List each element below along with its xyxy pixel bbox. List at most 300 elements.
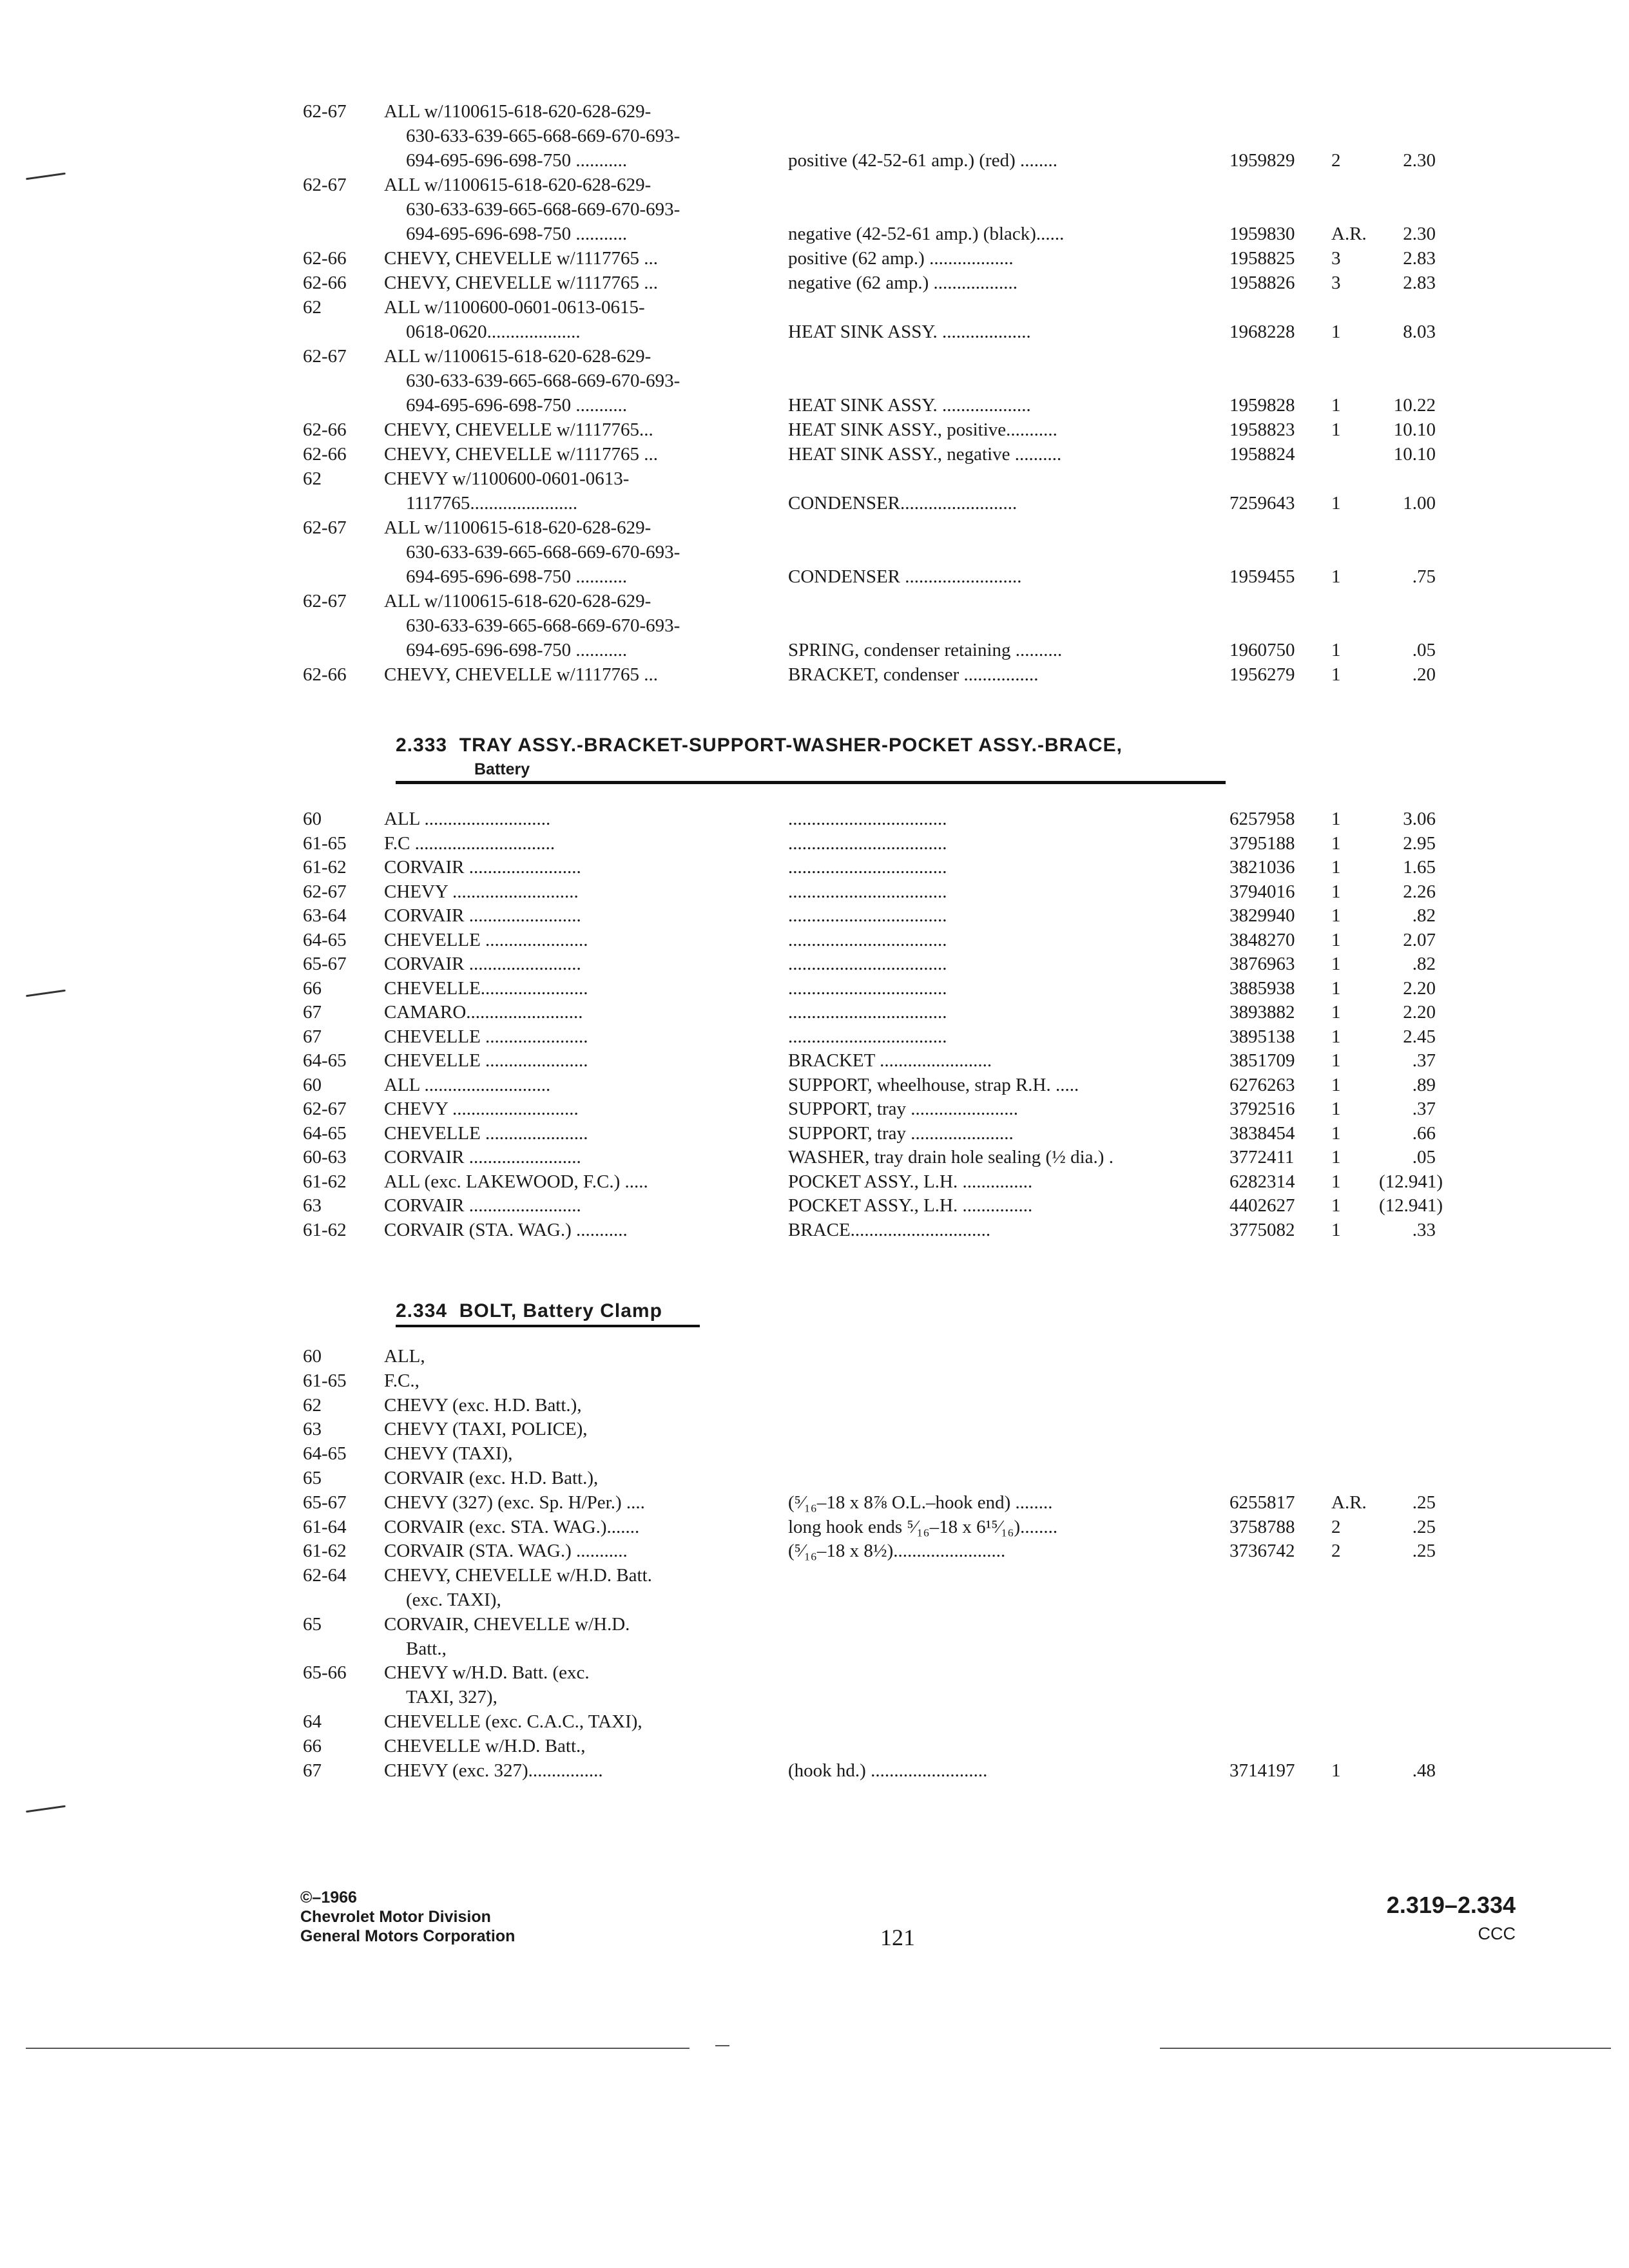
part-description: positive (62 amp.) .................. [788,248,1014,269]
model-years: 60-63 [303,1147,347,1168]
part-number: 3775082 [1229,1219,1295,1240]
application-text: ALL ........................... [384,1074,551,1095]
application-text: CHEVY, CHEVELLE w/1117765 ... [384,248,659,269]
quantity: 1 [1331,832,1341,854]
footer-publisher [300,1888,515,1946]
price: .37 [1412,1050,1436,1071]
quantity: 1 [1331,1099,1341,1119]
model-years: 65 [303,1468,322,1488]
price: .89 [1412,1074,1436,1095]
application-text: 0618-0620.................... [406,322,581,342]
model-years: 62-67 [303,591,347,611]
model-years: 62-67 [303,1099,347,1119]
application-text: 1117765....................... [406,493,578,514]
table-row [0,174,1629,244]
copyright: ©–1966 [300,1888,357,1907]
section-2333-header [396,735,1123,756]
section-number: 2.334 [396,1300,448,1321]
application-text: CORVAIR (exc. H.D. Batt.), [384,1468,599,1488]
application-text: F.C., [384,1370,419,1391]
model-years: 62 [303,1394,322,1416]
application-text: ALL w/1100615-618-620-628-629- [384,591,651,611]
price: .37 [1412,1099,1436,1119]
model-years: 61-62 [303,1541,347,1562]
model-years: 67 [303,1026,322,1047]
part-number: 7259643 [1229,493,1295,514]
page-number: 121 [880,1925,915,1950]
application-text: CHEVELLE ...................... [384,1122,588,1144]
part-description: (⁵⁄₁₆–18 x 8⅞ O.L.–hook end) ........ [788,1492,1053,1513]
section-number: 2.333 [396,735,448,756]
part-description: .................................. [788,857,947,878]
table-row [0,1492,1629,1517]
part-number: 1956279 [1229,664,1295,685]
price: 2.95 [1403,832,1436,854]
application-text: Batt., [406,1638,447,1659]
table-row [0,953,1629,979]
application-text: 630-633-639-665-668-669-670-693- [406,542,680,562]
application-text: CORVAIR (exc. STA. WAG.)....... [384,1516,640,1537]
part-description: HEAT SINK ASSY. ................... [788,395,1031,416]
quantity: 1 [1331,1050,1341,1071]
price: 10.22 [1393,395,1436,416]
application-text: CHEVY, CHEVELLE w/1117765... [384,419,653,440]
table-row [0,517,1629,587]
part-number: 4402627 [1229,1195,1295,1216]
price: 10.10 [1393,419,1436,440]
model-years: 64-65 [303,1050,347,1071]
part-number: 3838454 [1229,1122,1295,1144]
price: 2.83 [1403,248,1436,269]
section-underline [396,1325,700,1327]
table-row [0,1516,1629,1542]
table-row [0,1394,1629,1420]
quantity: 1 [1331,977,1341,999]
quantity: 1 [1331,566,1341,587]
application-text: CHEVY w/1100600-0601-0613- [384,468,630,489]
quantity: A.R. [1331,224,1367,244]
model-years: 62-66 [303,248,347,269]
table-row [0,443,1629,469]
application-text: CHEVY (exc. 327)................ [384,1760,603,1781]
part-description: HEAT SINK ASSY. ................... [788,322,1031,342]
quantity: 1 [1331,395,1341,416]
table-row [0,590,1629,660]
quantity: 1 [1331,1002,1341,1023]
table-row [0,1122,1629,1148]
application-text: CHEVELLE w/H.D. Batt., [384,1735,586,1756]
table-row [0,468,1629,514]
quantity: 2 [1331,150,1341,171]
section-title: TRAY ASSY.-BRACKET-SUPPORT-WASHER-POCKET ASSY.-BRACE, [459,735,1123,756]
table-row [0,1001,1629,1027]
table-row [0,1370,1629,1396]
model-years: 60 [303,1346,322,1367]
part-description: .................................. [788,954,947,974]
table-row [0,1050,1629,1075]
application-text: CAMARO......................... [384,1002,583,1023]
application-text: F.C .............................. [384,832,555,854]
quantity: 3 [1331,273,1341,293]
model-years: 60 [303,809,322,829]
part-description: .................................. [788,1002,947,1023]
price: (12.941) [1379,1171,1443,1192]
model-years: 61-65 [303,832,347,854]
table-row [0,1662,1629,1708]
part-description: .................................. [788,977,947,999]
table-row [0,419,1629,445]
quantity: 1 [1331,322,1341,342]
application-text: ALL, [384,1346,425,1367]
quantity: 3 [1331,248,1341,269]
section-title: BOLT, Battery Clamp [459,1300,662,1321]
table-row [0,101,1629,171]
price: 2.07 [1403,929,1436,950]
application-text: CHEVELLE ...................... [384,1026,588,1047]
model-years: 65-66 [303,1662,347,1684]
application-text: 694-695-696-698-750 ........... [406,640,628,660]
application-text: ALL w/1100615-618-620-628-629- [384,175,651,195]
application-text: TAXI, 327), [406,1687,497,1708]
price: .25 [1412,1516,1436,1537]
part-description: POCKET ASSY., L.H. ............... [788,1195,1033,1216]
part-number: 3821036 [1229,857,1295,878]
application-text: CHEVELLE....................... [384,977,588,999]
price: .75 [1412,566,1436,587]
table-row [0,1540,1629,1566]
part-number: 1959829 [1229,150,1295,171]
application-text: (exc. TAXI), [406,1589,501,1610]
model-years: 61-62 [303,857,347,878]
table-row [0,1195,1629,1220]
table-row [0,905,1629,930]
application-text: CHEVY, CHEVELLE w/1117765 ... [384,444,659,465]
quantity: 1 [1331,1122,1341,1144]
price: .25 [1412,1541,1436,1562]
model-years: 62-67 [303,881,347,902]
part-number: 6255817 [1229,1492,1295,1513]
table-row [0,1146,1629,1172]
quantity: 1 [1331,857,1341,878]
part-number: 3893882 [1229,1002,1295,1023]
application-text: ALL w/1100615-618-620-628-629- [384,517,651,538]
price: 10.10 [1393,444,1436,465]
quantity: 1 [1331,929,1341,950]
page-bottom-rule [715,2045,729,2046]
price: .05 [1412,640,1436,660]
part-number: 3895138 [1229,1026,1295,1047]
part-description: WASHER, tray drain hole sealing (½ dia.) . [788,1147,1113,1168]
model-years: 66 [303,977,322,999]
price: (12.941) [1379,1195,1443,1216]
table-row [0,1613,1629,1659]
part-number: 1958824 [1229,444,1295,465]
part-number: 3772411 [1229,1147,1295,1168]
application-text: 694-695-696-698-750 ........... [406,150,628,171]
price: 2.83 [1403,273,1436,293]
model-years: 62-66 [303,444,347,465]
application-text: CORVAIR ........................ [384,905,581,926]
application-text: CHEVELLE ...................... [384,1050,588,1071]
section-2334-header [396,1300,662,1322]
price: .82 [1412,905,1436,926]
table-row [0,1711,1629,1736]
table-row [0,929,1629,955]
price: 2.20 [1403,1002,1436,1023]
part-description: SPRING, condenser retaining .......... [788,640,1063,660]
quantity: 2 [1331,1516,1341,1537]
part-description: .................................. [788,881,947,902]
application-text: CHEVY ........................... [384,1099,579,1119]
part-description: HEAT SINK ASSY., positive........... [788,419,1057,440]
section-subtitle: Battery [474,760,530,778]
part-description: .................................. [788,905,947,926]
model-years: 67 [303,1002,322,1023]
price: 8.03 [1403,322,1436,342]
table-row [0,1760,1629,1785]
application-text: ALL w/1100615-618-620-628-629- [384,346,651,367]
table-row [0,881,1629,907]
quantity: 1 [1331,1171,1341,1192]
part-number: 1959455 [1229,566,1295,587]
part-number: 1959828 [1229,395,1295,416]
model-years: 60 [303,1074,322,1095]
application-text: 630-633-639-665-668-669-670-693- [406,370,680,391]
price: 1.65 [1403,857,1436,878]
part-description: long hook ends ⁵⁄₁₆–18 x 6¹⁵⁄₁₆)........ [788,1516,1058,1537]
application-text: ALL w/1100615-618-620-628-629- [384,101,651,122]
table-row [0,1735,1629,1761]
part-number: 6276263 [1229,1074,1295,1095]
price: .20 [1412,664,1436,685]
section-underline [396,781,1226,784]
application-text: 630-633-639-665-668-669-670-693- [406,126,680,146]
application-text: 694-695-696-698-750 ........... [406,566,628,587]
model-years: 61-65 [303,1370,347,1391]
model-years: 64-65 [303,1443,347,1465]
table-row [0,856,1629,882]
application-text: 694-695-696-698-750 ........... [406,224,628,244]
quantity: 1 [1331,1026,1341,1047]
application-text: ALL w/1100600-0601-0613-0615- [384,297,645,318]
application-text: 630-633-639-665-668-669-670-693- [406,615,680,636]
part-description: HEAT SINK ASSY., negative .......... [788,444,1062,465]
part-number: 3848270 [1229,929,1295,950]
table-row [0,1171,1629,1196]
quantity: 1 [1331,954,1341,974]
application-text: 630-633-639-665-668-669-670-693- [406,199,680,220]
part-number: 3829940 [1229,905,1295,926]
margin-mark [26,1805,66,1813]
catalog-code: CCC [1478,1924,1516,1943]
model-years: 65 [303,1613,322,1635]
price: .05 [1412,1147,1436,1168]
part-description: CONDENSER ......................... [788,566,1022,587]
model-years: 62-64 [303,1565,347,1586]
part-description: CONDENSER......................... [788,493,1017,514]
price: 2.26 [1403,881,1436,902]
model-years: 61-62 [303,1219,347,1240]
quantity: 1 [1331,640,1341,660]
quantity: A.R. [1331,1492,1367,1513]
quantity: 1 [1331,493,1341,514]
part-description: POCKET ASSY., L.H. ............... [788,1171,1033,1192]
price: 1.00 [1403,493,1436,514]
table-row [0,1026,1629,1052]
price: 2.30 [1403,224,1436,244]
part-number: 3794016 [1229,881,1295,902]
part-description: (hook hd.) ......................... [788,1760,988,1781]
part-number: 6282314 [1229,1171,1295,1192]
part-description: BRACE.............................. [788,1219,991,1240]
part-number: 1968228 [1229,322,1295,342]
application-text: CORVAIR ........................ [384,857,581,878]
page-bottom-rule [26,2048,689,2049]
table-row [0,345,1629,416]
part-description: negative (42-52-61 amp.) (black)...... [788,224,1065,244]
model-years: 62-66 [303,273,347,293]
part-number: 3851709 [1229,1050,1295,1071]
application-text: ALL ........................... [384,809,551,829]
model-years: 62-66 [303,419,347,440]
part-description: .................................. [788,809,947,829]
application-text: CORVAIR, CHEVELLE w/H.D. [384,1613,630,1635]
table-row [0,1219,1629,1245]
model-years: 63 [303,1419,322,1440]
footer-range [1387,1892,1516,1944]
model-years: 62-66 [303,664,347,685]
quantity: 1 [1331,1074,1341,1095]
model-years: 62 [303,297,322,318]
application-text: CHEVY ........................... [384,881,579,902]
application-text: ALL (exc. LAKEWOOD, F.C.) ..... [384,1171,648,1192]
model-years: 65-67 [303,1492,347,1513]
part-number: 3795188 [1229,832,1295,854]
part-description: negative (62 amp.) .................. [788,273,1017,293]
model-years: 67 [303,1760,322,1781]
part-number: 3885938 [1229,977,1295,999]
application-text: CHEVY (TAXI), [384,1443,513,1465]
model-years: 66 [303,1735,322,1756]
application-text: CHEVY (327) (exc. Sp. H/Per.) .... [384,1492,645,1513]
table-row [0,1443,1629,1468]
quantity: 1 [1331,664,1341,685]
application-text: CHEVY (exc. H.D. Batt.), [384,1394,582,1416]
application-text: CHEVY, CHEVELLE w/1117765 ... [384,664,659,685]
page-bottom-rule [1160,2048,1611,2049]
part-description: SUPPORT, tray ....................... [788,1099,1019,1119]
division-name: Chevrolet Motor Division [300,1908,491,1926]
application-text: CORVAIR ........................ [384,954,581,974]
model-years: 62-67 [303,175,347,195]
application-text: CHEVELLE ...................... [384,929,588,950]
quantity: 2 [1331,1541,1341,1562]
table-row [0,1564,1629,1610]
application-text: CORVAIR ........................ [384,1195,581,1216]
quantity: 1 [1331,1195,1341,1216]
price: .33 [1412,1219,1436,1240]
application-text: CHEVY (TAXI, POLICE), [384,1419,588,1440]
model-years: 63-64 [303,905,347,926]
price: .48 [1412,1760,1436,1781]
table-row [0,247,1629,273]
model-years: 62-67 [303,517,347,538]
table-row [0,272,1629,298]
part-description: .................................. [788,929,947,950]
quantity: 1 [1331,1760,1341,1781]
model-years: 64-65 [303,929,347,950]
model-years: 62-67 [303,101,347,122]
part-description: SUPPORT, tray ...................... [788,1122,1014,1144]
part-number: 1959830 [1229,224,1295,244]
part-description: .................................. [788,832,947,854]
part-description: SUPPORT, wheelhouse, strap R.H. ..... [788,1074,1079,1095]
table-row [0,1467,1629,1493]
part-description: (⁵⁄₁₆–18 x 8½)........................ [788,1541,1006,1562]
table-row [0,1345,1629,1371]
part-description: BRACKET, condenser ................ [788,664,1039,685]
quantity: 1 [1331,1219,1341,1240]
table-row [0,1098,1629,1124]
model-years: 61-62 [303,1171,347,1192]
model-years: 61-64 [303,1516,347,1537]
corporation-name: General Motors Corporation [300,1927,516,1945]
part-number: 3792516 [1229,1099,1295,1119]
table-row [0,1074,1629,1100]
part-description: .................................. [788,1026,947,1047]
quantity: 1 [1331,905,1341,926]
price: 3.06 [1403,809,1436,829]
model-years: 64 [303,1711,322,1732]
application-text: CORVAIR (STA. WAG.) ........... [384,1219,628,1240]
application-text: CHEVY w/H.D. Batt. (exc. [384,1662,590,1684]
application-text: CHEVY, CHEVELLE w/1117765 ... [384,273,659,293]
quantity: 1 [1331,419,1341,440]
model-years: 64-65 [303,1122,347,1144]
part-number: 1958825 [1229,248,1295,269]
table-row [0,977,1629,1003]
application-text: CHEVY, CHEVELLE w/H.D. Batt. [384,1565,652,1586]
part-number: 3758788 [1229,1516,1295,1537]
price: .82 [1412,954,1436,974]
price: .25 [1412,1492,1436,1513]
group-range: 2.319–2.334 [1386,1892,1516,1918]
part-number: 3876963 [1229,954,1295,974]
model-years: 63 [303,1195,322,1216]
part-description: positive (42-52-61 amp.) (red) ........ [788,150,1057,171]
application-text: 694-695-696-698-750 ........... [406,395,628,416]
part-number: 3714197 [1229,1760,1295,1781]
model-years: 62-67 [303,346,347,367]
part-number: 1958826 [1229,273,1295,293]
model-years: 62 [303,468,322,489]
quantity: 1 [1331,1147,1341,1168]
part-number: 3736742 [1229,1541,1295,1562]
price: .66 [1412,1122,1436,1144]
application-text: CORVAIR ........................ [384,1147,581,1168]
price: 2.45 [1403,1026,1436,1047]
part-description: BRACKET ........................ [788,1050,992,1071]
table-row [0,808,1629,834]
price: 2.30 [1403,150,1436,171]
table-row [0,664,1629,689]
model-years: 65-67 [303,954,347,974]
table-row [0,1418,1629,1444]
quantity: 1 [1331,881,1341,902]
part-number: 6257958 [1229,809,1295,829]
quantity: 1 [1331,809,1341,829]
application-text: CHEVELLE (exc. C.A.C., TAXI), [384,1711,642,1732]
